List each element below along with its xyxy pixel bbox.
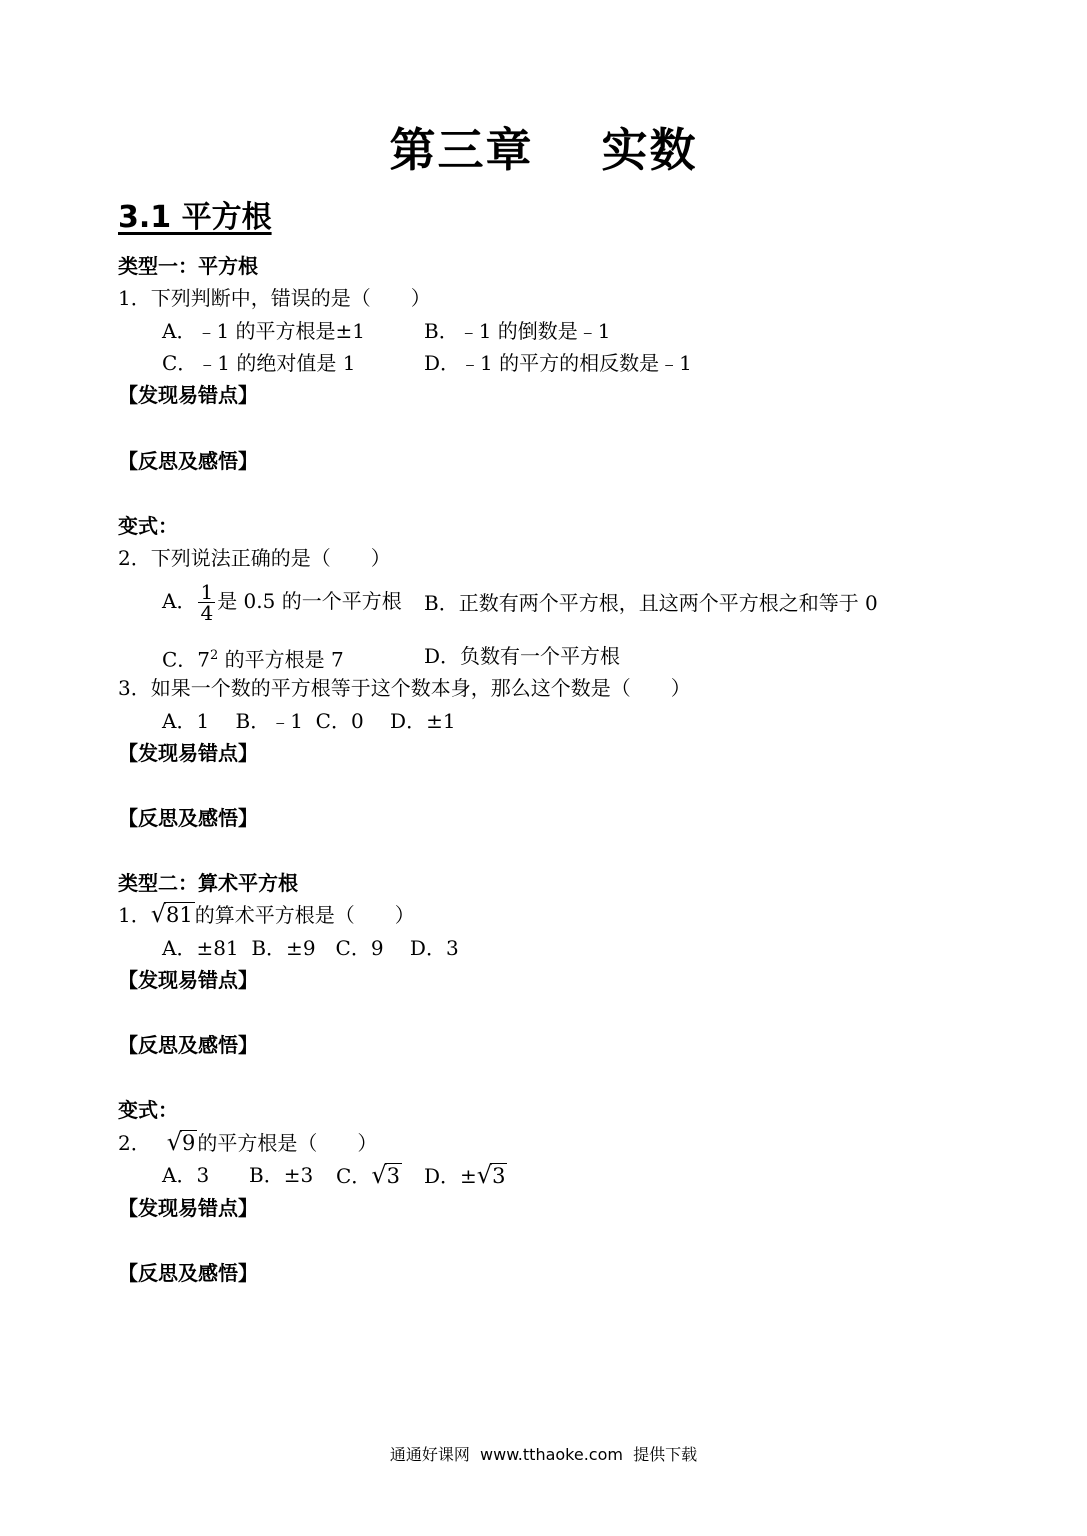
- radicand: 3: [386, 1164, 400, 1188]
- sqrt-icon: √: [150, 900, 167, 928]
- sqrt-icon: √: [166, 1128, 183, 1156]
- type1-q2-stem: 2．下列说法正确的是（ ）: [118, 546, 391, 570]
- type1-q1-option-a: A．﹣1 的平方根是±1: [162, 319, 366, 343]
- type1-q1-stem: 1．下列判断中，错误的是（ ）: [118, 286, 431, 310]
- type2-q2-prefix: 2．: [118, 1131, 151, 1155]
- type2-q1-options: A．±81 B．±9 C．9 D．3: [162, 936, 459, 960]
- fraction-numerator: 1: [200, 580, 214, 604]
- type2-q1-suffix: 的算术平方根是（ ）: [194, 903, 415, 927]
- type2-q2-option-c: [336, 1160, 402, 1191]
- radicand: 81: [166, 903, 193, 927]
- superscript: 2: [210, 648, 219, 663]
- type1-q3-stem: 3．如果一个数的平方根等于这个数本身，那么这个数是（ ）: [118, 676, 691, 700]
- type1-q2-option-d: D．负数有一个平方根: [424, 644, 621, 668]
- type2-variant-label: 变式：: [118, 1098, 178, 1122]
- type2-q2-stem: [118, 1127, 377, 1158]
- type1-reflect-label: 【反思及感悟】: [118, 449, 258, 473]
- fraction-denominator: 4: [200, 601, 214, 625]
- type1-q3-options: A．1 B．﹣1 C．0 D．±1: [162, 709, 456, 733]
- type1-error-label: 【发现易错点】: [118, 383, 258, 407]
- type1-q2-option-a: [162, 582, 402, 623]
- type2-q2-option-d-prefix: D．±: [424, 1164, 477, 1188]
- type2-error-label: 【发现易错点】: [118, 968, 258, 992]
- type1-error-label-2: 【发现易错点】: [118, 741, 258, 765]
- radicand: 3: [492, 1164, 506, 1188]
- type1-q2-option-c-suffix: 的平方根是 7: [218, 647, 344, 672]
- page-footer: 通通好课网 www.tthaoke.com 提供下载: [389, 1445, 698, 1464]
- type2-q2-option-d: [424, 1160, 507, 1191]
- type1-q2-option-a-prefix: A．: [162, 589, 197, 613]
- type2-q1-prefix: 1．: [118, 903, 151, 927]
- type1-q1-option-c: C．﹣1 的绝对值是 1: [162, 351, 356, 375]
- type2-reflect-label: 【反思及感悟】: [118, 1033, 258, 1057]
- fraction: [198, 582, 215, 623]
- type2-error-label-2: 【发现易错点】: [118, 1196, 258, 1220]
- type2-heading: 类型二：算术平方根: [118, 871, 298, 895]
- chapter-name: 实数: [601, 123, 698, 177]
- sqrt-icon: √: [371, 1161, 387, 1189]
- type2-q2-option-c-prefix: C．: [336, 1164, 372, 1188]
- type1-heading: 类型一：平方根: [118, 254, 258, 278]
- chapter-title: [0, 118, 1087, 182]
- type1-q2-option-c-prefix: C．7: [162, 647, 211, 672]
- type1-q1-option-b: B．﹣1 的倒数是﹣1: [424, 319, 611, 343]
- type1-q2-option-a-suffix: 是 0.5 的一个平方根: [217, 589, 402, 613]
- type2-q2-option-a: A．3: [162, 1163, 210, 1187]
- type2-reflect-label-2: 【反思及感悟】: [118, 1261, 258, 1285]
- chapter-number: 第三章: [389, 123, 534, 177]
- type1-variant-label: 变式：: [118, 514, 178, 538]
- type2-q2-option-b: B．±3: [249, 1163, 314, 1187]
- type1-q2-option-b: B．正数有两个平方根，且这两个平方根之和等于 0: [424, 591, 878, 615]
- radicand: 9: [182, 1131, 196, 1155]
- type1-q1-option-d: D．﹣1 的平方的相反数是﹣1: [424, 351, 692, 375]
- sqrt-icon: √: [476, 1161, 493, 1189]
- type2-q1-stem: [118, 899, 415, 930]
- type2-q2-suffix: 的平方根是（ ）: [197, 1131, 378, 1155]
- type1-q2-option-c: [162, 641, 344, 675]
- type1-reflect-label-2: 【反思及感悟】: [118, 806, 258, 830]
- section-title: 3.1 平方根: [118, 200, 272, 235]
